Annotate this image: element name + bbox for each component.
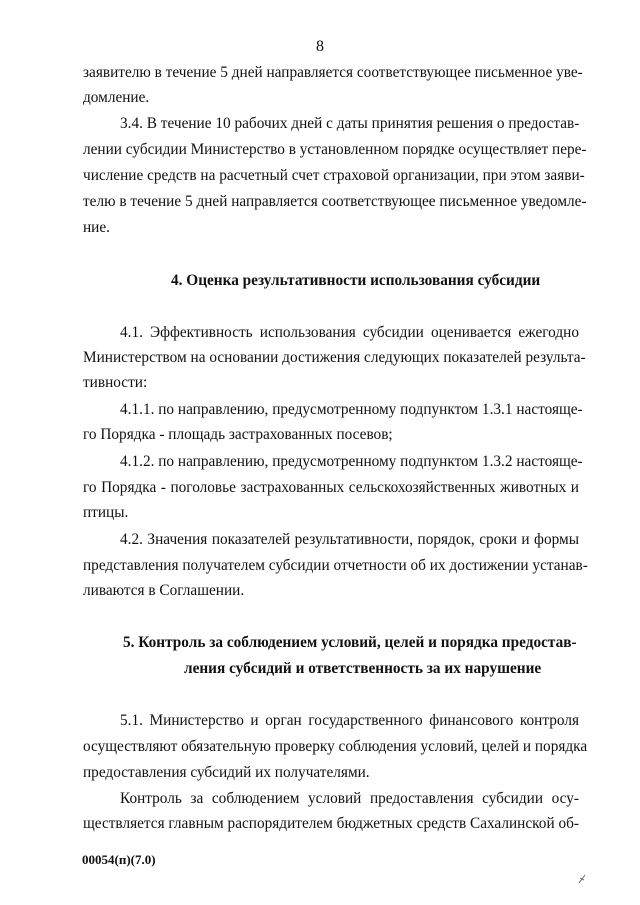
footer-code: 00054(п)(7.0) (82, 852, 156, 867)
page-number: 8 (316, 38, 324, 55)
text-line: ние. (83, 219, 110, 236)
text-line: 3.4. В течение 10 рабочих дней с даты принятия решения о предостав- (120, 115, 580, 132)
text-line: Министерством на основании достижения следующих показателей результа- (83, 349, 586, 366)
section-heading: 5. Контроль за соблюдением условий, целей и порядка предостав- (123, 634, 577, 651)
section-heading: 4. Оценка результативности использования субсидии (171, 272, 541, 289)
text-line: осуществляют обязательную проверку соблюдения условий, целей и порядка (83, 738, 588, 755)
text-line: телю в течение 5 дней направляется соответствующее письменное уведомле- (83, 193, 587, 210)
text-line: ществляется главным распорядителем бюджетных средств Сахалинской об- (83, 815, 579, 832)
text-line: лении субсидии Министерство в установленном порядке осуществляет пере- (83, 141, 587, 158)
scan-mark-icon (578, 874, 586, 884)
text-line: числение средств на расчетный счет страховой организации, при этом заяви- (83, 167, 585, 184)
text-line: 5.1. Министерство и орган государственного финансового контроля (120, 712, 579, 729)
text-line: птицы. (83, 504, 129, 521)
section-heading: ления субсидий и ответственность за их нарушение (184, 660, 542, 677)
text-line: го Порядка - площадь застрахованных посевов; (83, 426, 393, 443)
text-line: го Порядка - поголовье застрахованных сельскохозяйственных животных и (83, 479, 579, 496)
text-line: 4.1.1. по направлению, предусмотренному подпунктом 1.3.1 настояще- (120, 401, 583, 418)
text-line: 4.2. Значения показателей результативности, порядок, сроки и формы (120, 531, 579, 548)
text-line: предоставления субсидий их получателями. (83, 764, 370, 781)
text-line: ливаются в Соглашении. (83, 582, 245, 599)
text-line: домление. (83, 89, 150, 106)
text-line: Контроль за соблюдением условий предоставления субсидии осу- (120, 790, 579, 807)
text-line: тивности: (83, 374, 148, 391)
text-line: представления получателем субсидии отчетности об их достижении устанав- (83, 557, 588, 574)
text-line: заявителю в течение 5 дней направляется соответствующее письменное уве- (83, 64, 583, 81)
text-line: 4.1.2. по направлению, предусмотренному подпунктом 1.3.2 настояще- (120, 453, 583, 470)
text-line: 4.1. Эффективность использования субсидии оценивается ежегодно (120, 324, 579, 341)
